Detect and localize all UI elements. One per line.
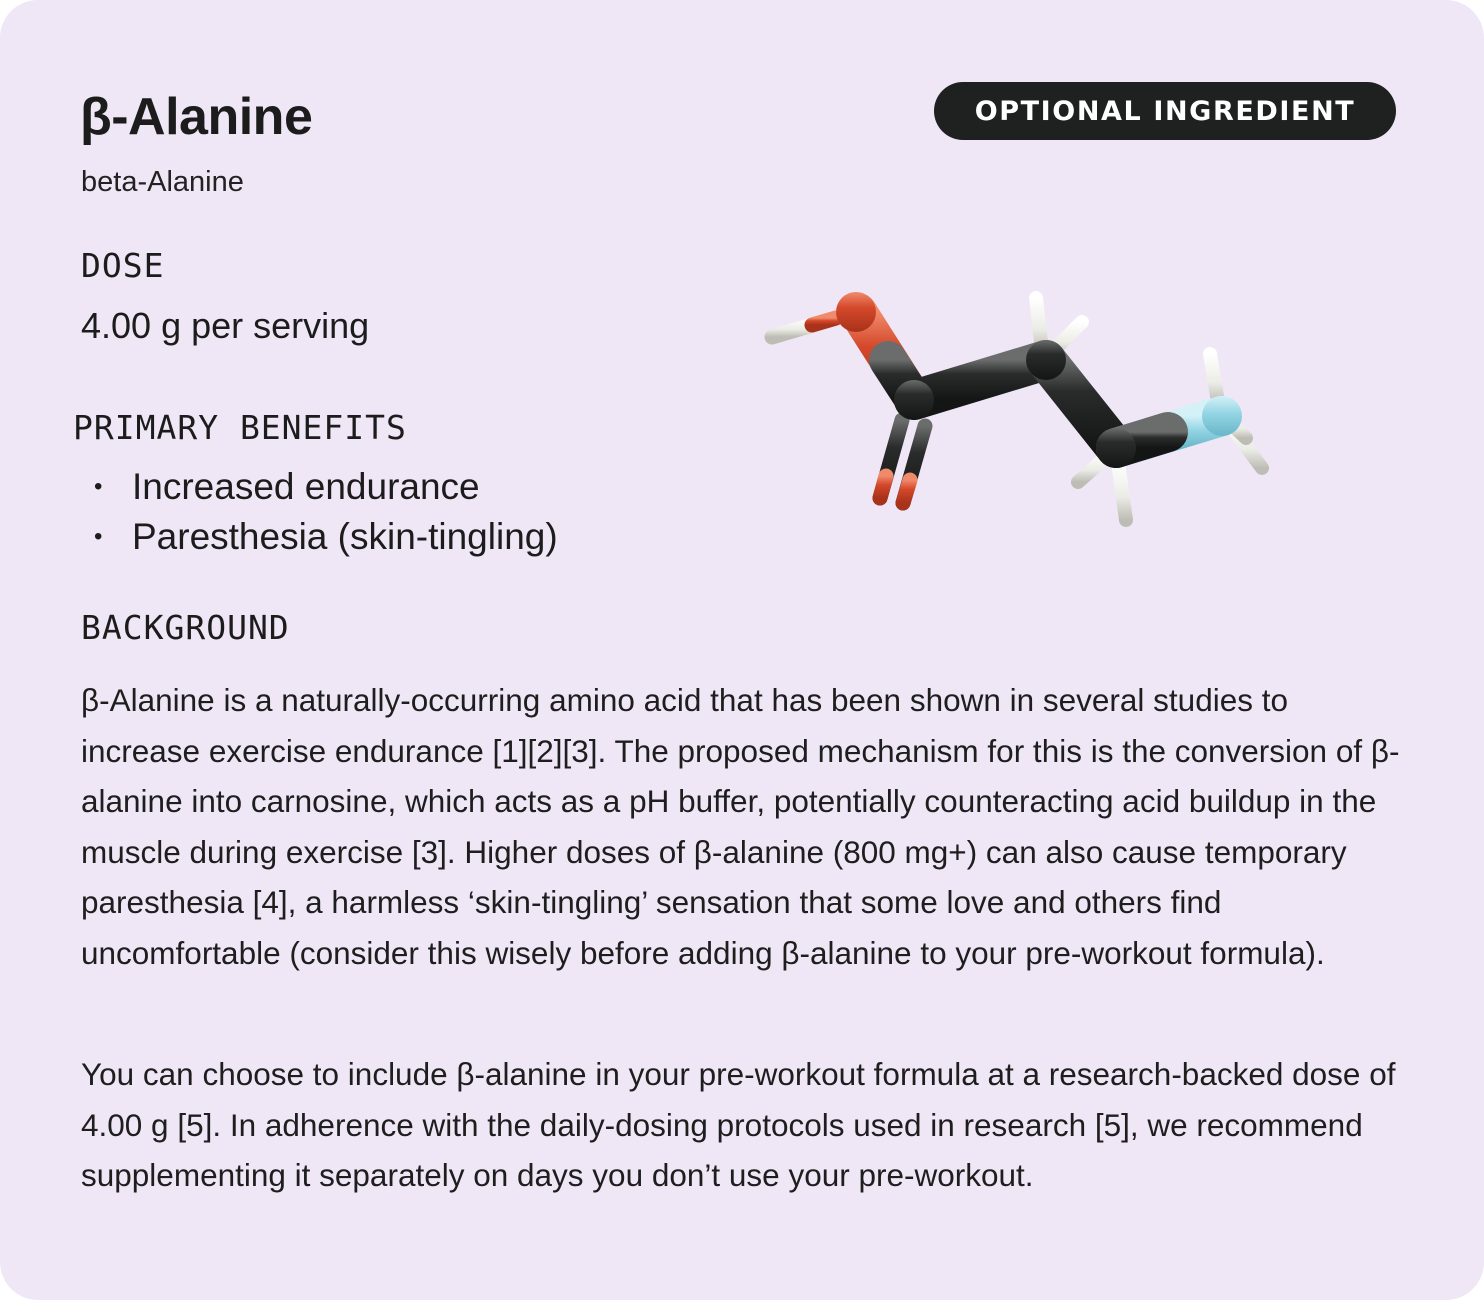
background-paragraph: β-Alanine is a naturally-occurring amino acid that has been shown in several studies to increase exercise endurance [1][2][3]. The proposed mechanism for this is the conversion of β-alanine into carnosine, which acts as a pH buffer, potentially counteracting acid buildup in the muscle during exercise [3]. Higher doses of β-alanine (800 mg+) can also cause temporary paresthesia [4], a harmless ‘skin-tingling’ sensation that some love and others find uncomfortable (consider this wisely before adding β-alanine to your pre-workout formula).: [81, 682, 1400, 971]
ingredient-title: β-Alanine: [80, 88, 313, 146]
benefit-text: Paresthesia (skin-tingling): [132, 516, 558, 557]
background-label: BACKGROUND: [81, 608, 290, 647]
bullet-icon: •: [94, 473, 103, 500]
primary-benefits-label: PRIMARY BENEFITS: [73, 408, 407, 447]
optional-ingredient-badge: OPTIONAL INGREDIENT: [934, 82, 1396, 140]
bullet-icon: •: [94, 523, 103, 550]
benefit-text: Increased endurance: [132, 466, 480, 507]
beta-alanine-molecule-icon: [740, 270, 1300, 560]
dose-value: 4.00 g per serving: [81, 305, 370, 346]
benefits-list: [94, 462, 558, 562]
background-paragraph: You can choose to include β-alanine in your pre-workout formula at a research-backed dose of 4.00 g [5]. In adherence with the daily-dosing protocols used in research [5], we recommend supplementing it separately on days you don’t use your pre-workout.: [81, 1056, 1396, 1193]
list-item: [94, 512, 558, 562]
list-item: [94, 462, 558, 512]
ingredient-subtitle: beta-Alanine: [81, 166, 244, 198]
dose-label: DOSE: [81, 246, 165, 285]
